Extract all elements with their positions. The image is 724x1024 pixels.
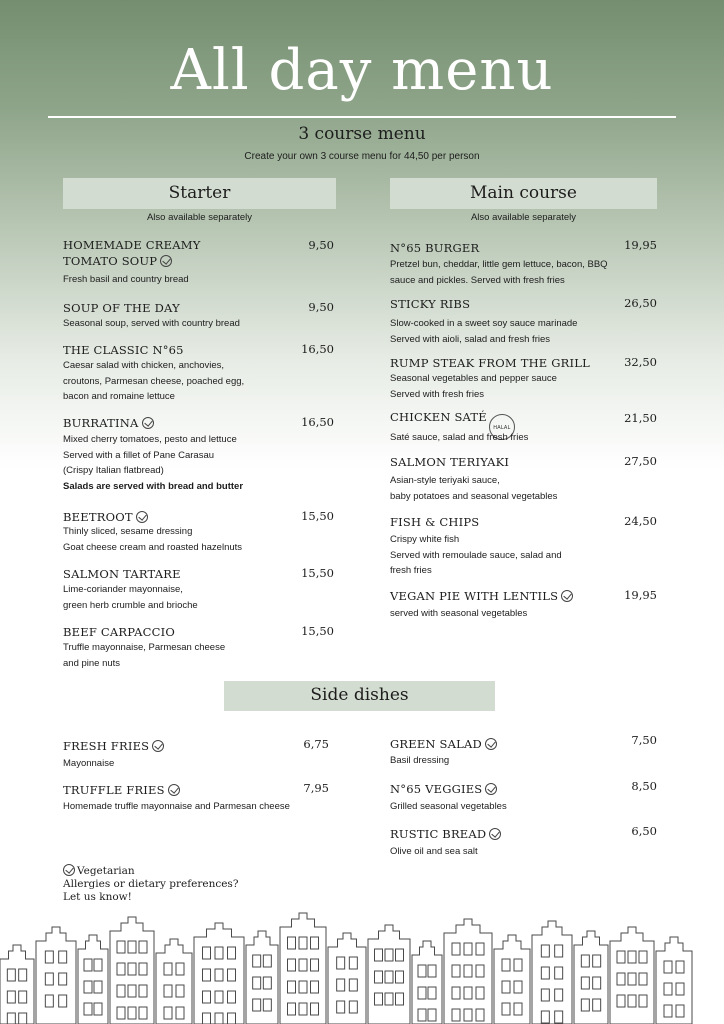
menu-item-name: SALMON TARTARE: [63, 567, 181, 581]
starter-heading: Starter: [63, 178, 336, 209]
menu-item-desc: Olive oil and sea salt: [390, 846, 478, 857]
item-name-text: BURRATINA: [63, 416, 139, 430]
item-name-text: N°65 VEGGIES: [390, 782, 483, 796]
menu-item-desc: [390, 473, 557, 504]
desc-line: Served with a fillet of Pane Carasau: [63, 449, 215, 461]
menu-item-name: [390, 588, 573, 604]
desc-line: green herb crumble and brioche: [63, 599, 198, 611]
menu-item-desc: [390, 532, 562, 579]
desc-line: Caesar salad with chicken, anchovies,: [63, 360, 225, 371]
vegetarian-icon: [160, 255, 172, 267]
vegetarian-icon: [485, 738, 497, 750]
desc-line: Seasonal vegetables and pepper sauce: [390, 373, 557, 384]
menu-item-price: 15,50: [301, 566, 334, 580]
menu-item-price: 27,50: [624, 454, 657, 468]
desc-line: Served with aioli, salad and fresh fries: [390, 333, 550, 345]
allergy-note: [63, 878, 238, 904]
course-menu-subtitle: Create your own 3 course menu for 44,50 per person: [244, 151, 480, 162]
menu-item-price: 8,50: [631, 779, 657, 793]
item-name-text: TRUFFLE FRIES: [63, 783, 165, 797]
menu-item-price: 24,50: [624, 514, 657, 528]
menu-item-desc: Saté sauce, salad and fresh fries: [390, 432, 529, 443]
desc-line: (Crispy Italian flatbread): [63, 465, 164, 476]
menu-item-desc: [63, 432, 243, 494]
menu-item-price: 19,95: [624, 238, 657, 252]
house-outline: [194, 923, 244, 1024]
menu-item-name: [390, 781, 497, 797]
desc-line: Lime-coriander mayonnaise,: [63, 584, 183, 595]
item-name-text: RUSTIC BREAD: [390, 827, 487, 841]
menu-item-price: 9,50: [308, 238, 334, 252]
house-outline: [656, 937, 692, 1024]
item-name-text: VEGAN PIE WITH LENTILS: [390, 589, 559, 603]
page-title: All day menu: [170, 38, 554, 103]
starter-note: Also available separately: [146, 212, 253, 223]
vegetarian-icon: [168, 784, 180, 796]
item-name-text: GREEN SALAD: [390, 737, 482, 751]
main-course-heading: Main course: [390, 178, 657, 209]
menu-item-price: 21,50: [624, 411, 657, 425]
halal-icon: HALAL: [489, 414, 515, 440]
desc-line: Served with remoulade sauce, salad and: [390, 549, 562, 561]
house-outline: [412, 941, 442, 1024]
salads-note: Salads are served with bread and butter: [63, 480, 244, 492]
menu-item-desc: Grilled seasonal vegetables: [390, 801, 507, 812]
menu-item-name: [63, 738, 164, 754]
menu-item-name: [390, 826, 501, 842]
vegetarian-icon: [152, 740, 164, 752]
menu-item-name: FISH & CHIPS: [390, 515, 480, 529]
desc-line: bacon and romaine lettuce: [63, 391, 175, 402]
vegetarian-icon: [561, 590, 573, 602]
menu-item-name: STICKY RIBS: [390, 297, 471, 311]
menu-item-price: 9,50: [308, 300, 334, 314]
menu-item-price: 15,50: [301, 509, 334, 523]
vegetarian-icon: [136, 511, 148, 523]
item-name-text: CHICKEN SATÉ: [390, 410, 487, 424]
menu-item-desc: [63, 640, 225, 671]
menu-item-desc: served with seasonal vegetables: [390, 608, 528, 619]
course-menu-title: 3 course menu: [298, 124, 426, 144]
menu-item-price: 26,50: [624, 296, 657, 310]
menu-item-desc: [63, 524, 242, 555]
menu-item-name: [63, 237, 201, 269]
allergy-line: Allergies or dietary preferences?: [63, 878, 239, 890]
menu-item-desc: [390, 316, 577, 347]
desc-line: Pretzel bun, cheddar, little gem lettuce, bacon, BBQ: [390, 259, 608, 270]
desc-line: and pine nuts: [63, 657, 121, 669]
house-outline: [494, 935, 530, 1024]
desc-line: baby potatoes and seasonal vegetables: [390, 490, 558, 502]
menu-item-name: N°65 BURGER: [390, 241, 480, 255]
house-outline: [246, 931, 278, 1024]
house-outline: [280, 913, 326, 1024]
desc-line: croutons, Parmesan cheese, poached egg,: [63, 375, 245, 387]
menu-item-desc: Homemade truffle mayonnaise and Parmesan cheese: [63, 801, 290, 812]
vegetarian-icon: [485, 783, 497, 795]
menu-item-price: 6,75: [303, 737, 329, 751]
menu-item-price: 6,50: [631, 824, 657, 838]
vegetarian-icon: [142, 417, 154, 429]
menu-item-price: 19,95: [624, 588, 657, 602]
desc-line: Mixed cherry tomatoes, pesto and lettuce: [63, 434, 237, 445]
menu-item-desc: [390, 371, 557, 402]
desc-line: Crispy white fish: [390, 534, 460, 545]
menu-item-name: SALMON TERIYAKI: [390, 455, 510, 469]
desc-line: fresh fries: [390, 565, 432, 576]
house-outline: [156, 939, 192, 1024]
menu-item-name: [63, 782, 180, 798]
menu-item-desc: Seasonal soup, served with country bread: [63, 318, 240, 329]
canal-houses-skyline-illustration: [0, 905, 724, 1024]
menu-item-desc: [63, 582, 198, 613]
vegetarian-icon: [63, 864, 75, 876]
item-name-text: BEETROOT: [63, 510, 133, 524]
vegetarian-legend: [63, 864, 135, 878]
menu-item-desc: [390, 257, 608, 288]
menu-item-price: 16,50: [301, 342, 334, 356]
menu-item-price: 32,50: [624, 355, 657, 369]
desc-line: sauce and pickles. Served with fresh fries: [390, 274, 565, 286]
item-name-line2: TOMATO SOUP: [63, 254, 158, 268]
item-name-text: FRESH FRIES: [63, 739, 150, 753]
house-outline: [0, 945, 34, 1024]
allergy-line: Let us know!: [63, 891, 132, 903]
menu-item-desc: [63, 358, 244, 405]
menu-item-name: SOUP OF THE DAY: [63, 301, 180, 315]
desc-line: Truffle mayonnaise, Parmesan cheese: [63, 642, 226, 653]
house-outline: [574, 931, 608, 1024]
house-outline: [532, 921, 572, 1024]
menu-item-desc: Fresh basil and country bread: [63, 274, 189, 285]
desc-line: Served with fresh fries: [390, 388, 484, 400]
vegetarian-legend-label: Vegetarian: [77, 865, 135, 877]
menu-item-price: 16,50: [301, 415, 334, 429]
menu-item-name: BEEF CARPACCIO: [63, 625, 175, 639]
house-outline: [78, 935, 108, 1024]
desc-line: Asian-style teriyaki sauce,: [390, 475, 500, 486]
vegetarian-icon: [489, 828, 501, 840]
menu-item-desc: Mayonnaise: [63, 758, 115, 769]
desc-line: Slow-cooked in a sweet soy sauce marinade: [390, 318, 578, 329]
menu-item-name: [63, 509, 148, 525]
side-dishes-heading: Side dishes: [224, 681, 495, 711]
menu-item-name: [63, 415, 154, 431]
menu-item-name: [390, 736, 497, 752]
menu-item-desc: Basil dressing: [390, 755, 450, 766]
menu-item-price: 7,50: [631, 733, 657, 747]
main-course-note: Also available separately: [470, 212, 577, 223]
menu-item-name: THE CLASSIC N°65: [63, 343, 184, 357]
menu-item-price: 15,50: [301, 624, 334, 638]
title-divider: [48, 116, 676, 118]
menu-item-price: 7,95: [303, 781, 329, 795]
house-outline: [444, 919, 492, 1024]
desc-line: Thinly sliced, sesame dressing: [63, 526, 193, 537]
menu-item-name: RUMP STEAK FROM THE GRILL: [390, 356, 590, 370]
desc-line: Goat cheese cream and roasted hazelnuts: [63, 541, 243, 553]
house-outline: [36, 927, 76, 1024]
item-name-line1: HOMEMADE CREAMY: [63, 238, 201, 252]
house-outline: [328, 933, 366, 1024]
